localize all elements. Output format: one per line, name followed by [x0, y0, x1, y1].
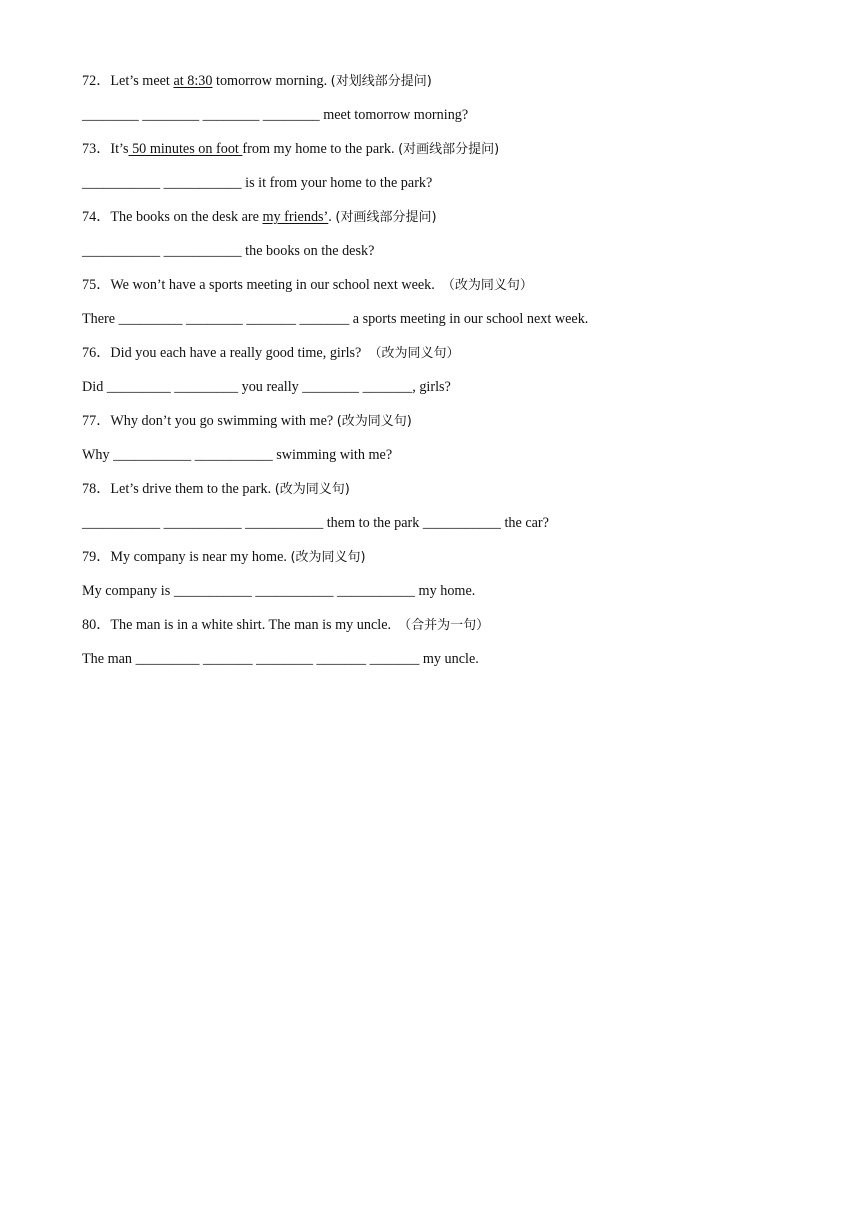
question-text: The man is in a white shirt. The man is my uncle. — [110, 617, 399, 633]
question-80 — [82, 614, 782, 648]
question-number: 80． — [82, 617, 111, 633]
question-73 — [82, 138, 782, 172]
question-number: 75． — [82, 277, 111, 293]
question-text: Let’s meet — [110, 73, 174, 89]
instruction-note: （改为同义句） — [368, 346, 460, 361]
instruction-note: (改为同义句) — [290, 550, 366, 565]
question-text: Did you each have a really good time, girls? — [110, 345, 369, 361]
question-text-end: . — [328, 209, 336, 225]
answer-72: ________ ________ ________ ________ meet tomorrow morning? — [82, 107, 469, 123]
question-75 — [82, 274, 782, 308]
answer-74: ___________ ___________ the books on the desk? — [82, 243, 375, 259]
instruction-note: (对划线部分提问) — [330, 74, 432, 89]
instruction-note: （合并为一句） — [398, 618, 490, 633]
underlined-phrase: 50 minutes on foot — [128, 141, 243, 157]
answer-79: My company is ___________ ___________ ___________ my home. — [82, 583, 476, 599]
question-74 — [82, 206, 782, 240]
answer-73: ___________ ___________ is it from your home to the park? — [82, 175, 433, 191]
question-text: Why don’t you go swimming with me? — [110, 413, 337, 429]
question-76 — [82, 342, 782, 376]
question-text: The books on the desk are — [110, 209, 263, 225]
answer-78: ___________ ___________ ___________ them to the park ___________ the car? — [82, 515, 549, 531]
underlined-phrase: at 8:30 — [173, 73, 213, 89]
question-number: 73． — [82, 141, 111, 157]
answer-80: The man _________ _______ ________ _______ _______ my uncle. — [82, 651, 479, 667]
answer-76: Did _________ _________ you really ________ _______, girls? — [82, 379, 451, 395]
question-text-end: tomorrow morning. — [212, 73, 331, 89]
question-number: 79． — [82, 549, 111, 565]
question-77 — [82, 410, 782, 444]
answer-75: There _________ ________ _______ _______ a sports meeting in our school next week. — [82, 311, 589, 327]
question-number: 76． — [82, 345, 111, 361]
question-72 — [82, 70, 782, 104]
instruction-note: (改为同义句) — [274, 482, 350, 497]
instruction-note: （改为同义句） — [441, 278, 533, 293]
question-number: 78． — [82, 481, 111, 497]
question-78 — [82, 478, 782, 512]
question-text: It’s — [110, 141, 129, 157]
instruction-note: (对画线部分提问) — [398, 142, 500, 157]
instruction-note: (改为同义句) — [336, 414, 412, 429]
question-text: We won’t have a sports meeting in our school next week. — [110, 277, 442, 293]
question-number: 74． — [82, 209, 111, 225]
question-text-end: from my home to the park. — [242, 141, 399, 157]
instruction-note: (对画线部分提问) — [335, 210, 437, 225]
answer-77: Why ___________ ___________ swimming with me? — [82, 447, 393, 463]
question-79 — [82, 546, 782, 580]
question-number: 77． — [82, 413, 111, 429]
question-text: My company is near my home. — [110, 549, 291, 565]
underlined-phrase: my friends’ — [262, 209, 329, 225]
question-text: Let’s drive them to the park. — [110, 481, 275, 497]
worksheet — [82, 70, 782, 682]
question-number: 72． — [82, 73, 111, 89]
